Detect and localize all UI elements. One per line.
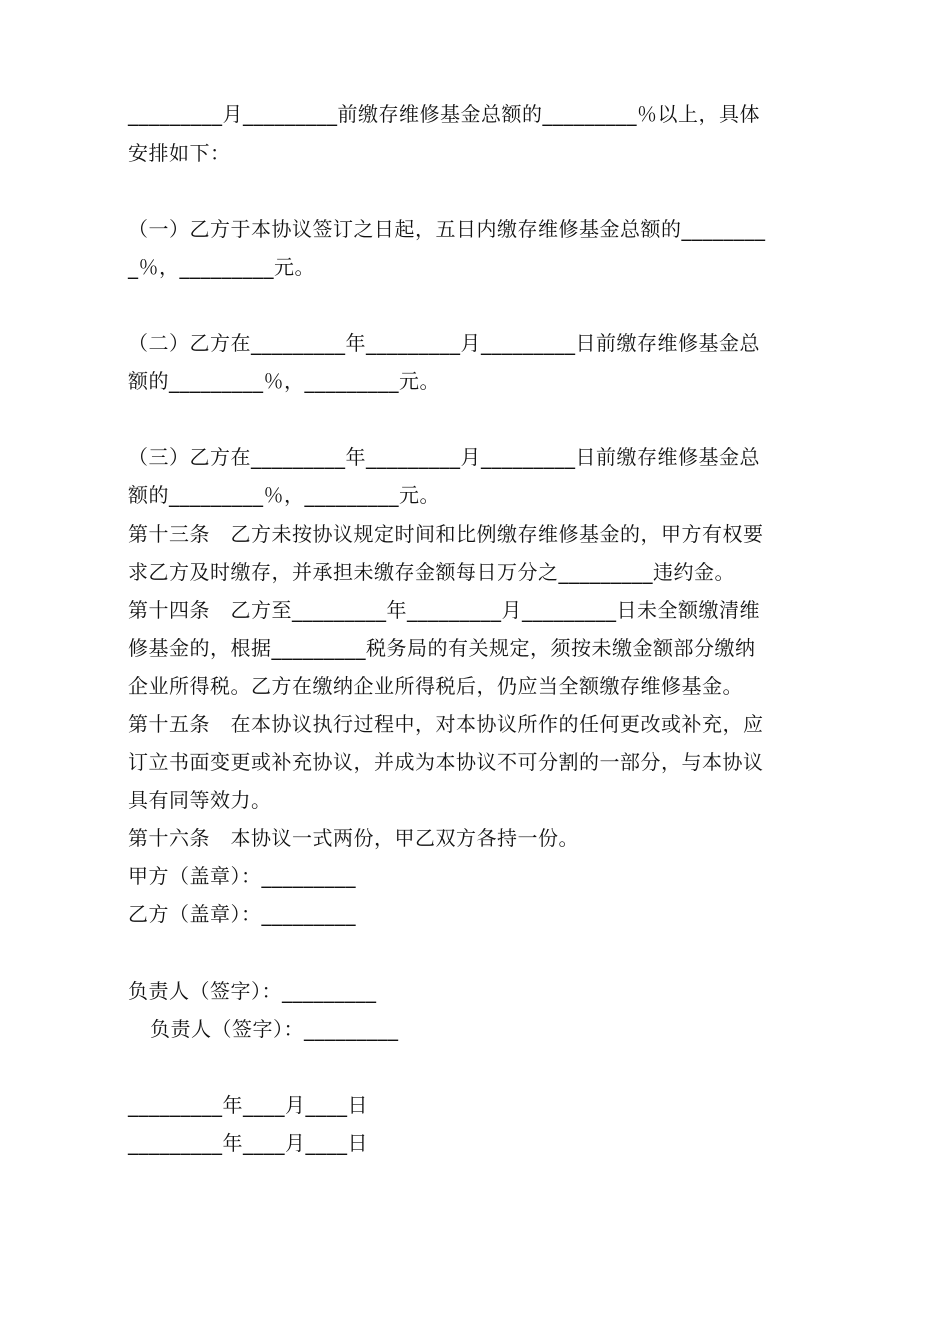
text-line: _％，_________元。 <box>128 255 315 279</box>
text-line: 额的_________％，_________元。 <box>128 483 440 507</box>
date-line: _________年____月____日 <box>128 1131 368 1155</box>
article-13-line: 第十三条 乙方未按协议规定时间和比例缴存维修基金的，甲方有权要 <box>128 522 764 546</box>
text-line: （一）乙方于本协议签订之日起，五日内缴存维修基金总额的________ <box>128 217 766 241</box>
text-line: 修基金的，根据_________税务局的有关规定，须按未缴金额部分缴纳 <box>128 636 756 660</box>
article-16-line: 第十六条 本协议一式两份，甲乙双方各持一份。 <box>128 826 579 850</box>
party-a-seal-line: 甲方（盖章）：_________ <box>128 864 356 888</box>
text-line: （三）乙方在_________年_________月_________日前缴存维修基金总 <box>128 445 760 469</box>
article-15-line: 第十五条 在本协议执行过程中，对本协议所作的任何更改或补充，应 <box>128 712 764 736</box>
text-line: 具有同等效力。 <box>128 788 272 812</box>
party-b-seal-line: 乙方（盖章）：_________ <box>128 902 356 926</box>
date-line: _________年____月____日 <box>128 1093 368 1117</box>
text-line: 求乙方及时缴存，并承担未缴存金额每日万分之_________违约金。 <box>128 560 735 584</box>
text-line: 额的_________％，_________元。 <box>128 369 440 393</box>
signatory-line: 负责人（签字）：_________ <box>128 979 377 1003</box>
signatory-line: 负责人（签字）：_________ <box>150 1017 399 1041</box>
text-line: （二）乙方在_________年_________月_________日前缴存维修基金总 <box>128 331 760 355</box>
text-line: 订立书面变更或补充协议，并成为本协议不可分割的一部分，与本协议 <box>128 750 764 774</box>
text-line: 企业所得税。乙方在缴纳企业所得税后，仍应当全额缴存维修基金。 <box>128 674 743 698</box>
text-line: _________月_________前缴存维修基金总额的_________％以上，具体 <box>128 102 760 126</box>
article-14-line: 第十四条 乙方至_________年_________月_________日未全额缴清维 <box>128 598 760 622</box>
text-line: 安排如下： <box>128 141 231 165</box>
